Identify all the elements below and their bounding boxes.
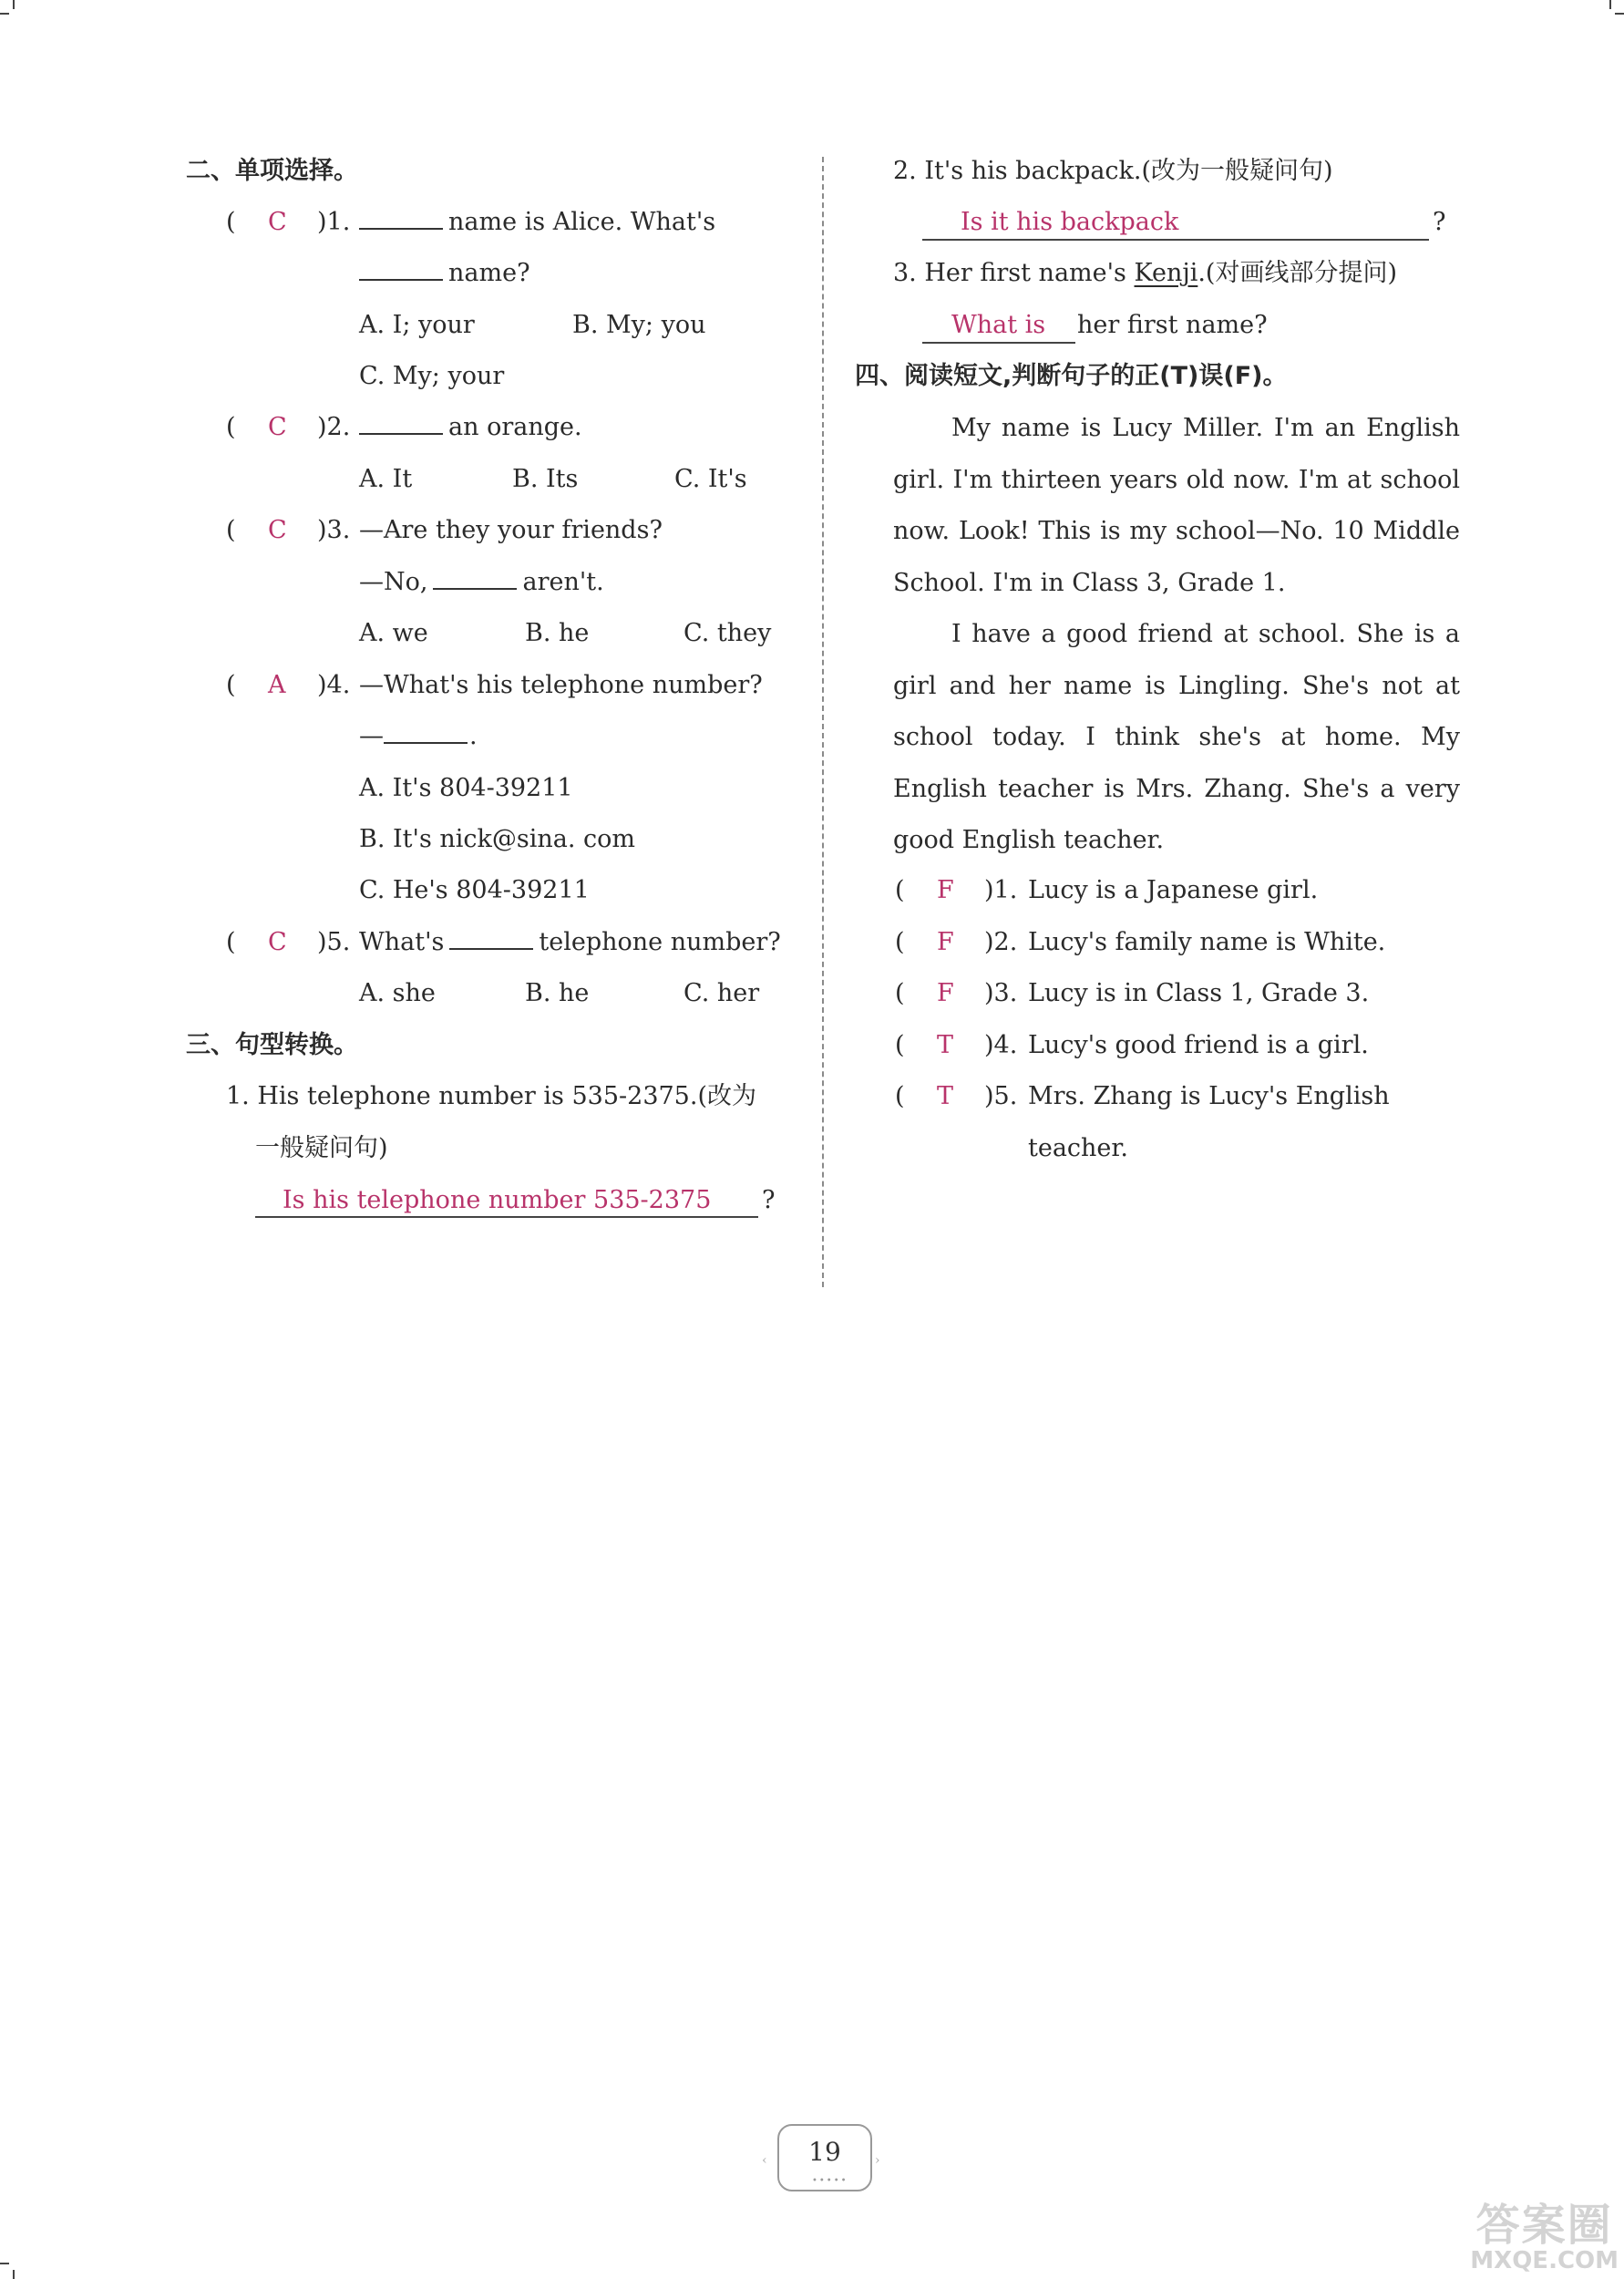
question-text: 1. His telephone number is 535-2375.(改为 <box>226 1082 756 1110</box>
option-c: C. He's 804-39211 <box>359 876 590 904</box>
item-text: Lucy's family name is White. <box>1028 928 1386 956</box>
option-b: B. It's nick@sina. com <box>359 825 636 853</box>
watermark-bottom: MXQE.COM <box>1470 2247 1619 2274</box>
question-text: her first name? <box>1077 311 1268 339</box>
question-text: 3. Her first name's <box>893 259 1126 287</box>
item-number: )4. <box>984 1031 1018 1059</box>
watermark <box>1470 2202 1619 2274</box>
question-number: )3. <box>317 516 351 544</box>
answer-blank <box>359 255 443 281</box>
page-arrow-right: › <box>875 2153 880 2168</box>
option-c: C. It's <box>674 465 747 493</box>
answer-text: Is his telephone number 535-2375 <box>283 1186 712 1214</box>
option-c: C. her <box>684 979 760 1007</box>
answer-text: What is <box>951 311 1046 339</box>
answer-choice: C <box>268 516 287 544</box>
item-text: Lucy is in Class 1, Grade 3. <box>1028 979 1370 1007</box>
question-text: 2. It's his backpack.(改为一般疑问句) <box>893 157 1333 185</box>
answer-blank <box>359 409 443 435</box>
column-divider <box>822 157 824 1287</box>
answer-choice: C <box>268 928 287 956</box>
answer-choice: C <box>268 413 287 441</box>
question-text: .(对画线部分提问) <box>1197 259 1397 287</box>
reading-paragraph-2: I have a good friend at school. She is a girl and her name is Lingling. She's not at school today. I think she's at home. My English teacher is Mrs. Zhang. She's a very good English teacher. <box>893 620 1460 854</box>
option-a: A. It <box>359 465 413 493</box>
answer-choice: A <box>268 671 286 699</box>
paren-open: ( <box>226 671 236 699</box>
question-text: name is Alice. What's <box>448 208 716 236</box>
item-number: )5. <box>984 1082 1018 1110</box>
option-a: A. It's 804-39211 <box>359 774 573 802</box>
option-c: C. they <box>684 619 772 647</box>
paren-open: ( <box>895 979 905 1007</box>
page-number-box <box>777 2124 872 2191</box>
question-text: — <box>359 722 384 750</box>
question-text: 一般疑问句) <box>255 1134 388 1162</box>
paren-open: ( <box>226 413 236 441</box>
question-number: )1. <box>317 208 351 236</box>
paren-open: ( <box>226 516 236 544</box>
watermark-top: 答案圈 <box>1475 2200 1613 2251</box>
option-b: B. Its <box>512 465 579 493</box>
underlined-word: Kenji <box>1134 259 1198 287</box>
section2-heading: 二、单项选择。 <box>186 157 358 185</box>
item-number: )1. <box>984 876 1018 904</box>
option-b: B. he <box>525 979 590 1007</box>
section3-heading: 三、句型转换。 <box>186 1031 358 1059</box>
question-number: )2. <box>317 413 351 441</box>
answer-blank <box>359 204 443 230</box>
answer-blank <box>449 924 533 950</box>
answer-tf: T <box>937 1031 954 1059</box>
paren-open: ( <box>895 1082 905 1110</box>
item-number: )3. <box>984 979 1018 1007</box>
paren-open: ( <box>226 208 236 236</box>
item-number: )2. <box>984 928 1018 956</box>
option-a: A. I; your <box>359 311 475 339</box>
item-text: Lucy is a Japanese girl. <box>1028 876 1319 904</box>
question-number: )5. <box>317 928 351 956</box>
item-text: teacher. <box>1028 1134 1128 1162</box>
question-text: —Are they your friends? <box>359 516 663 544</box>
question-text: an orange. <box>448 413 582 441</box>
item-text: Lucy's good friend is a girl. <box>1028 1031 1369 1059</box>
answer-tf: F <box>937 928 954 956</box>
question-text: —No, <box>359 568 428 596</box>
reading-paragraph-1: My name is Lucy Miller. I'm an English girl. I'm thirteen years old now. I'm at school now. Look! This is my school—No. 10 Middle School. I'm in Class 3, Grade 1. <box>893 414 1460 597</box>
page-arrow-left: ‹ <box>762 2153 767 2168</box>
question-text: aren't. <box>522 568 604 596</box>
paren-open: ( <box>895 928 905 956</box>
answer-text: Is it his backpack <box>961 208 1179 236</box>
option-b: B. he <box>525 619 590 647</box>
question-text: name? <box>448 259 530 287</box>
option-c: C. My; your <box>359 362 505 390</box>
section4-heading: 四、阅读短文,判断句子的正(T)误(F)。 <box>855 362 1288 390</box>
question-text: —What's his telephone number? <box>359 671 763 699</box>
question-text: . <box>469 722 478 750</box>
question-mark: ? <box>762 1186 776 1214</box>
answer-choice: C <box>268 208 287 236</box>
paren-open: ( <box>895 876 905 904</box>
item-text: Mrs. Zhang is Lucy's English <box>1028 1082 1390 1110</box>
page-dots: ••••• <box>812 2176 848 2186</box>
paren-open: ( <box>895 1031 905 1059</box>
answer-blank <box>433 564 517 590</box>
answer-blank <box>384 718 468 744</box>
answer-tf: F <box>937 979 954 1007</box>
question-text: What's <box>359 928 445 956</box>
option-b: B. My; you <box>572 311 706 339</box>
page-number: 19 <box>808 2137 841 2167</box>
option-a: A. she <box>359 979 436 1007</box>
option-a: A. we <box>359 619 428 647</box>
question-number: )4. <box>317 671 351 699</box>
question-text: telephone number? <box>539 928 781 956</box>
paren-open: ( <box>226 928 236 956</box>
answer-tf: F <box>937 876 954 904</box>
answer-tf: T <box>937 1082 954 1110</box>
question-mark: ? <box>1433 208 1446 236</box>
